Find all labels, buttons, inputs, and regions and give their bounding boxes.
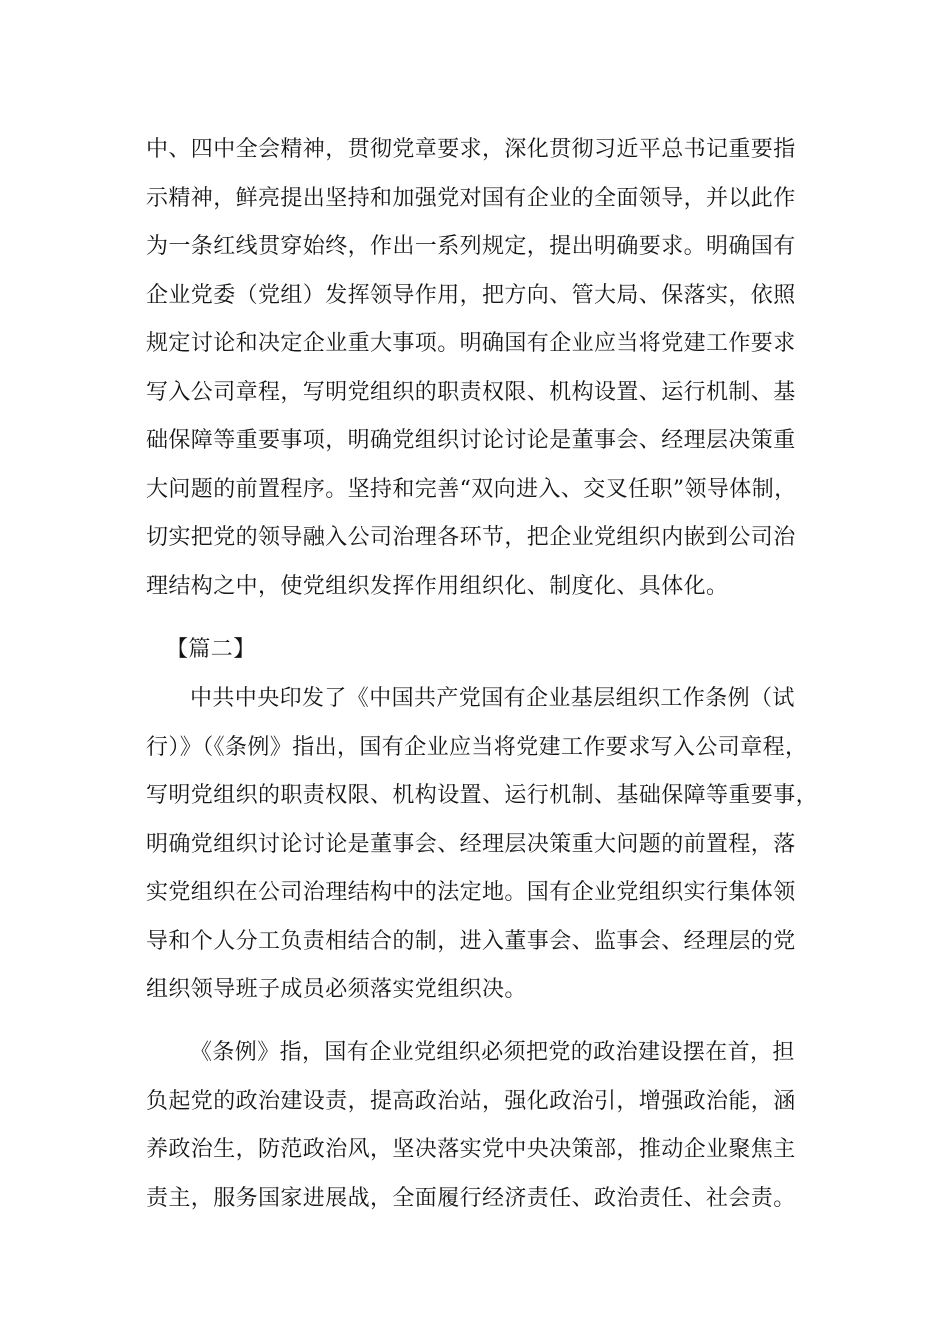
paragraph-line: 理结构之中，使党组织发挥作用组织化、制度化、具体化。 — [146, 573, 729, 599]
paragraph-line: 大问题的前置程序。坚持和完善“双向进入、交叉任职”领导体制， — [146, 476, 797, 502]
paragraph-line: 责主，服务国家进展战，全面履行经济责任、政治责任、社会责。 — [146, 1185, 796, 1211]
section-heading: 【篇二】 — [166, 637, 256, 662]
paragraph-line: 础保障等重要事项，明确党组织讨论讨论是董事会、经理层决策重 — [146, 428, 796, 453]
paragraph-1 — [146, 126, 836, 611]
paragraph-line: 组织领导班子成员必须落实党组织决。 — [146, 977, 527, 1002]
paragraph-line: 行）》（《条例》指出，国有企业应当将党建工作要求写入公司章程， — [146, 734, 808, 760]
paragraph-line: 《条例》指，国有企业党组织必须把党的政治建设摆在首，担 — [190, 1040, 795, 1065]
paragraph-line: 明确党组织讨论讨论是董事会、经理层决策重大问题的前置程，落 — [146, 831, 796, 857]
paragraph-line: 负起党的政治建设责，提高政治站，强化政治引，增强政治能，涵 — [146, 1088, 796, 1114]
paragraph-line: 规定讨论和决定企业重大事项。明确国有企业应当将党建工作要求 — [146, 331, 796, 356]
paragraph-line: 中、四中全会精神，贯彻党章要求，深化贯彻习近平总书记重要指 — [146, 137, 796, 162]
paragraph-line: 示精神，鲜亮提出坚持和加强党对国有企业的全面领导，并以此作 — [146, 185, 796, 211]
paragraph-line: 企业党委（党组）发挥领导作用，把方向、管大局、保落实，依照 — [146, 282, 796, 308]
paragraph-2 — [146, 675, 836, 1015]
paragraph-line: 导和个人分工负责相结合的制，进入董事会、监事会、经理层的党 — [146, 928, 796, 954]
paragraph-line: 切实把党的领导融入公司治理各环节，把企业党组织内嵌到公司治 — [146, 525, 796, 550]
paragraph-line: 写入公司章程，写明党组织的职责权限、机构设置、运行机制、基 — [146, 379, 796, 405]
paragraph-line: 实党组织在公司治理结构中的法定地。国有企业党组织实行集体领 — [146, 880, 796, 905]
paragraph-line: 养政治生，防范政治风，坚决落实党中央决策部，推动企业聚焦主 — [146, 1137, 796, 1162]
paragraph-line: 中共中央印发了《中国共产党国有企业基层组织工作条例（试 — [190, 686, 795, 711]
paragraph-line: 为一条红线贯穿始终，作出一系列规定，提出明确要求。明确国有 — [146, 234, 796, 259]
paragraph-3 — [146, 1029, 836, 1223]
paragraph-line: 写明党组织的职责权限、机构设置、运行机制、基础保障等重要事， — [146, 783, 819, 808]
